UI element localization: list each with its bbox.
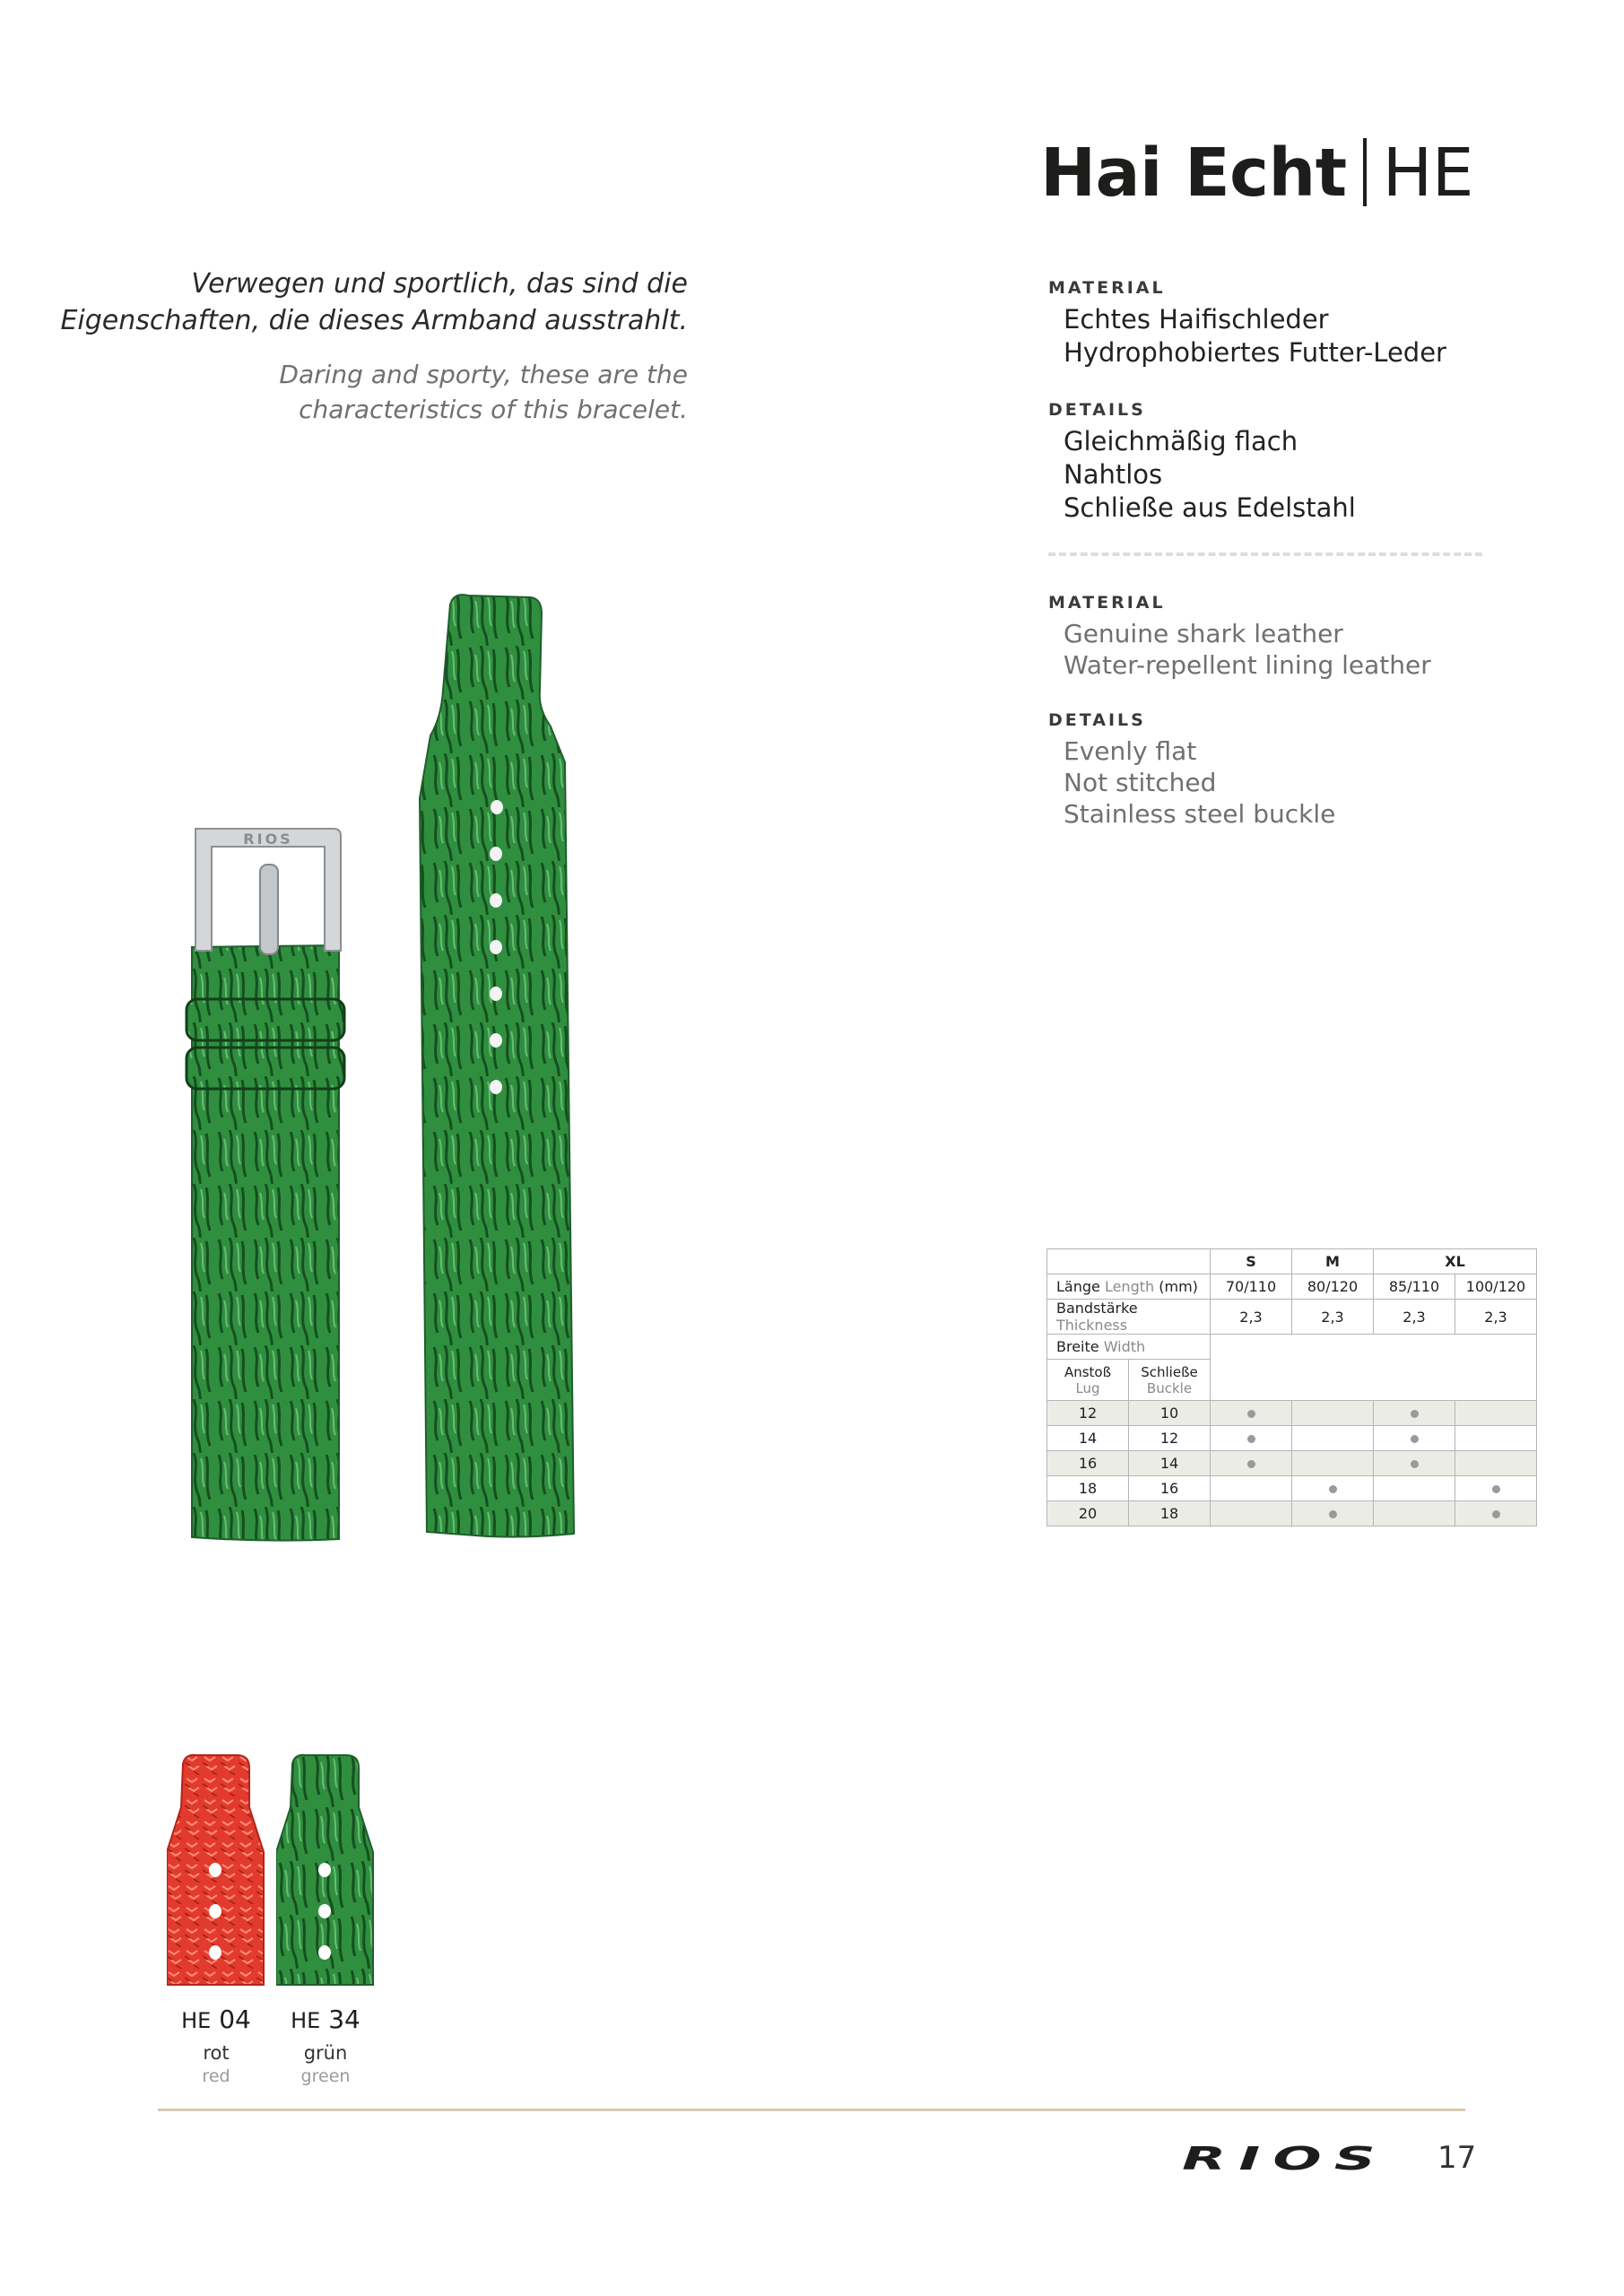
list-item: Genuine shark leather xyxy=(1064,619,1343,648)
thickness-cell: 2,3 xyxy=(1374,1300,1455,1335)
availability-cell xyxy=(1455,1426,1537,1451)
length-cell: 80/120 xyxy=(1292,1274,1374,1300)
thickness-cell: 2,3 xyxy=(1455,1300,1537,1335)
list-item: Nahtlos xyxy=(1064,459,1163,490)
available-dot-icon xyxy=(1411,1435,1419,1443)
product-name: Hai Echt xyxy=(1040,135,1347,212)
available-dot-icon xyxy=(1247,1410,1255,1418)
availability-cell xyxy=(1292,1451,1374,1476)
availability-cell xyxy=(1374,1401,1455,1426)
lug-width: 12 xyxy=(1047,1401,1129,1426)
length-cell: 70/110 xyxy=(1211,1274,1292,1300)
buckle-header: Schließe Buckle xyxy=(1129,1360,1211,1401)
availability-cell xyxy=(1292,1501,1374,1526)
keeper-loop xyxy=(187,1048,344,1089)
rios-logo-icon xyxy=(1182,2144,1392,2174)
availability-cell xyxy=(1455,1501,1537,1526)
title-separator xyxy=(1363,138,1367,206)
availability-cell xyxy=(1211,1426,1292,1451)
availability-cell xyxy=(1211,1401,1292,1426)
lug-width: 20 xyxy=(1047,1501,1129,1526)
material-label-de: MATERIAL xyxy=(1048,278,1166,298)
thickness-row-label: Bandstärke Thickness xyxy=(1047,1300,1211,1335)
availability-cell xyxy=(1455,1451,1537,1476)
language-divider xyxy=(1048,552,1482,556)
available-dot-icon xyxy=(1329,1510,1337,1518)
available-dot-icon xyxy=(1329,1485,1337,1493)
width-blank-area xyxy=(1211,1335,1537,1401)
table-row xyxy=(1047,1476,1537,1501)
availability-cell xyxy=(1374,1426,1455,1451)
list-item: Not stitched xyxy=(1064,768,1217,797)
variant-color-de: grün xyxy=(303,2042,348,2064)
length-row-label: Länge Length (mm) xyxy=(1047,1274,1211,1300)
size-xl: XL xyxy=(1374,1249,1537,1274)
table-row xyxy=(1047,1501,1537,1526)
available-dot-icon xyxy=(1492,1510,1500,1518)
buckle-engraving: RIOS xyxy=(243,831,293,848)
material-list-de xyxy=(1064,303,1446,370)
details-list-en xyxy=(1064,735,1335,830)
page-title xyxy=(1040,135,1473,212)
list-item: Water-repellent lining leather xyxy=(1064,650,1431,680)
variant-red xyxy=(167,1753,265,2086)
availability-cell xyxy=(1374,1501,1455,1526)
availability-cell xyxy=(1292,1426,1374,1451)
variant-green xyxy=(276,1753,375,2086)
available-dot-icon xyxy=(1492,1485,1500,1493)
intro-english: Daring and sporty, these are the characteristics of this bracelet. xyxy=(279,360,688,424)
availability-cell xyxy=(1455,1401,1537,1426)
variant-code: HE 04 xyxy=(181,2005,251,2034)
size-m: M xyxy=(1292,1249,1374,1274)
strap-product-image xyxy=(179,592,592,1546)
buckle-width: 12 xyxy=(1129,1426,1211,1451)
size-table xyxy=(1046,1248,1537,1526)
lug-header: Anstoß Lug xyxy=(1047,1360,1129,1401)
list-item: Evenly flat xyxy=(1064,736,1197,766)
variant-code: HE 34 xyxy=(291,2005,360,2034)
variant-color-en: red xyxy=(202,2066,230,2086)
availability-cell xyxy=(1292,1401,1374,1426)
logo-text: RIOS xyxy=(1182,2144,1388,2174)
table-row xyxy=(1047,1451,1537,1476)
buckle-width: 14 xyxy=(1129,1451,1211,1476)
details-label-en: DETAILS xyxy=(1048,710,1146,730)
lug-width: 18 xyxy=(1047,1476,1129,1501)
buckle-width: 16 xyxy=(1129,1476,1211,1501)
available-dot-icon xyxy=(1411,1410,1419,1418)
availability-cell xyxy=(1374,1476,1455,1501)
list-item: Hydrophobiertes Futter-Leder xyxy=(1064,337,1446,368)
material-list-en xyxy=(1064,618,1431,681)
size-s: S xyxy=(1211,1249,1292,1274)
lug-width: 14 xyxy=(1047,1426,1129,1451)
buckle-width: 10 xyxy=(1129,1401,1211,1426)
availability-cell xyxy=(1455,1476,1537,1501)
material-label-en: MATERIAL xyxy=(1048,593,1166,613)
buckle-width: 18 xyxy=(1129,1501,1211,1526)
variant-color-de: rot xyxy=(203,2042,230,2064)
length-cell: 85/110 xyxy=(1374,1274,1455,1300)
page-number: 17 xyxy=(1437,2140,1477,2176)
availability-cell xyxy=(1211,1451,1292,1476)
available-dot-icon xyxy=(1247,1435,1255,1443)
availability-cell xyxy=(1292,1476,1374,1501)
list-item: Gleichmäßig flach xyxy=(1064,426,1298,457)
product-code: HE xyxy=(1382,135,1473,212)
table-row xyxy=(1047,1426,1537,1451)
intro-german: Verwegen und sportlich, das sind die Eigenschaften, die dieses Armband ausstrahlt. xyxy=(60,268,688,336)
availability-cell xyxy=(1211,1476,1292,1501)
availability-cell xyxy=(1374,1451,1455,1476)
available-dot-icon xyxy=(1247,1460,1255,1468)
variant-color-en: green xyxy=(300,2066,351,2086)
long-strap-piece xyxy=(420,595,574,1536)
available-dot-icon xyxy=(1411,1460,1419,1468)
details-list-de xyxy=(1064,425,1356,525)
width-row-label: Breite Width xyxy=(1047,1335,1211,1360)
thickness-cell: 2,3 xyxy=(1211,1300,1292,1335)
green-strap-swatch xyxy=(276,1753,375,1987)
thickness-cell: 2,3 xyxy=(1292,1300,1374,1335)
table-row xyxy=(1047,1401,1537,1426)
length-cell: 100/120 xyxy=(1455,1274,1537,1300)
list-item: Schließe aus Edelstahl xyxy=(1064,492,1356,523)
brand-logo xyxy=(1182,2144,1392,2178)
header-corner xyxy=(1047,1249,1211,1274)
lug-width: 16 xyxy=(1047,1451,1129,1476)
footer-rule xyxy=(158,2109,1465,2111)
keeper-loop xyxy=(187,999,344,1040)
list-item: Echtes Haifischleder xyxy=(1064,304,1329,335)
buckle xyxy=(195,829,341,954)
list-item: Stainless steel buckle xyxy=(1064,799,1336,829)
details-label-de: DETAILS xyxy=(1048,400,1146,420)
red-strap-swatch xyxy=(167,1753,265,1987)
strap-illustration xyxy=(179,592,592,1543)
availability-cell xyxy=(1211,1501,1292,1526)
